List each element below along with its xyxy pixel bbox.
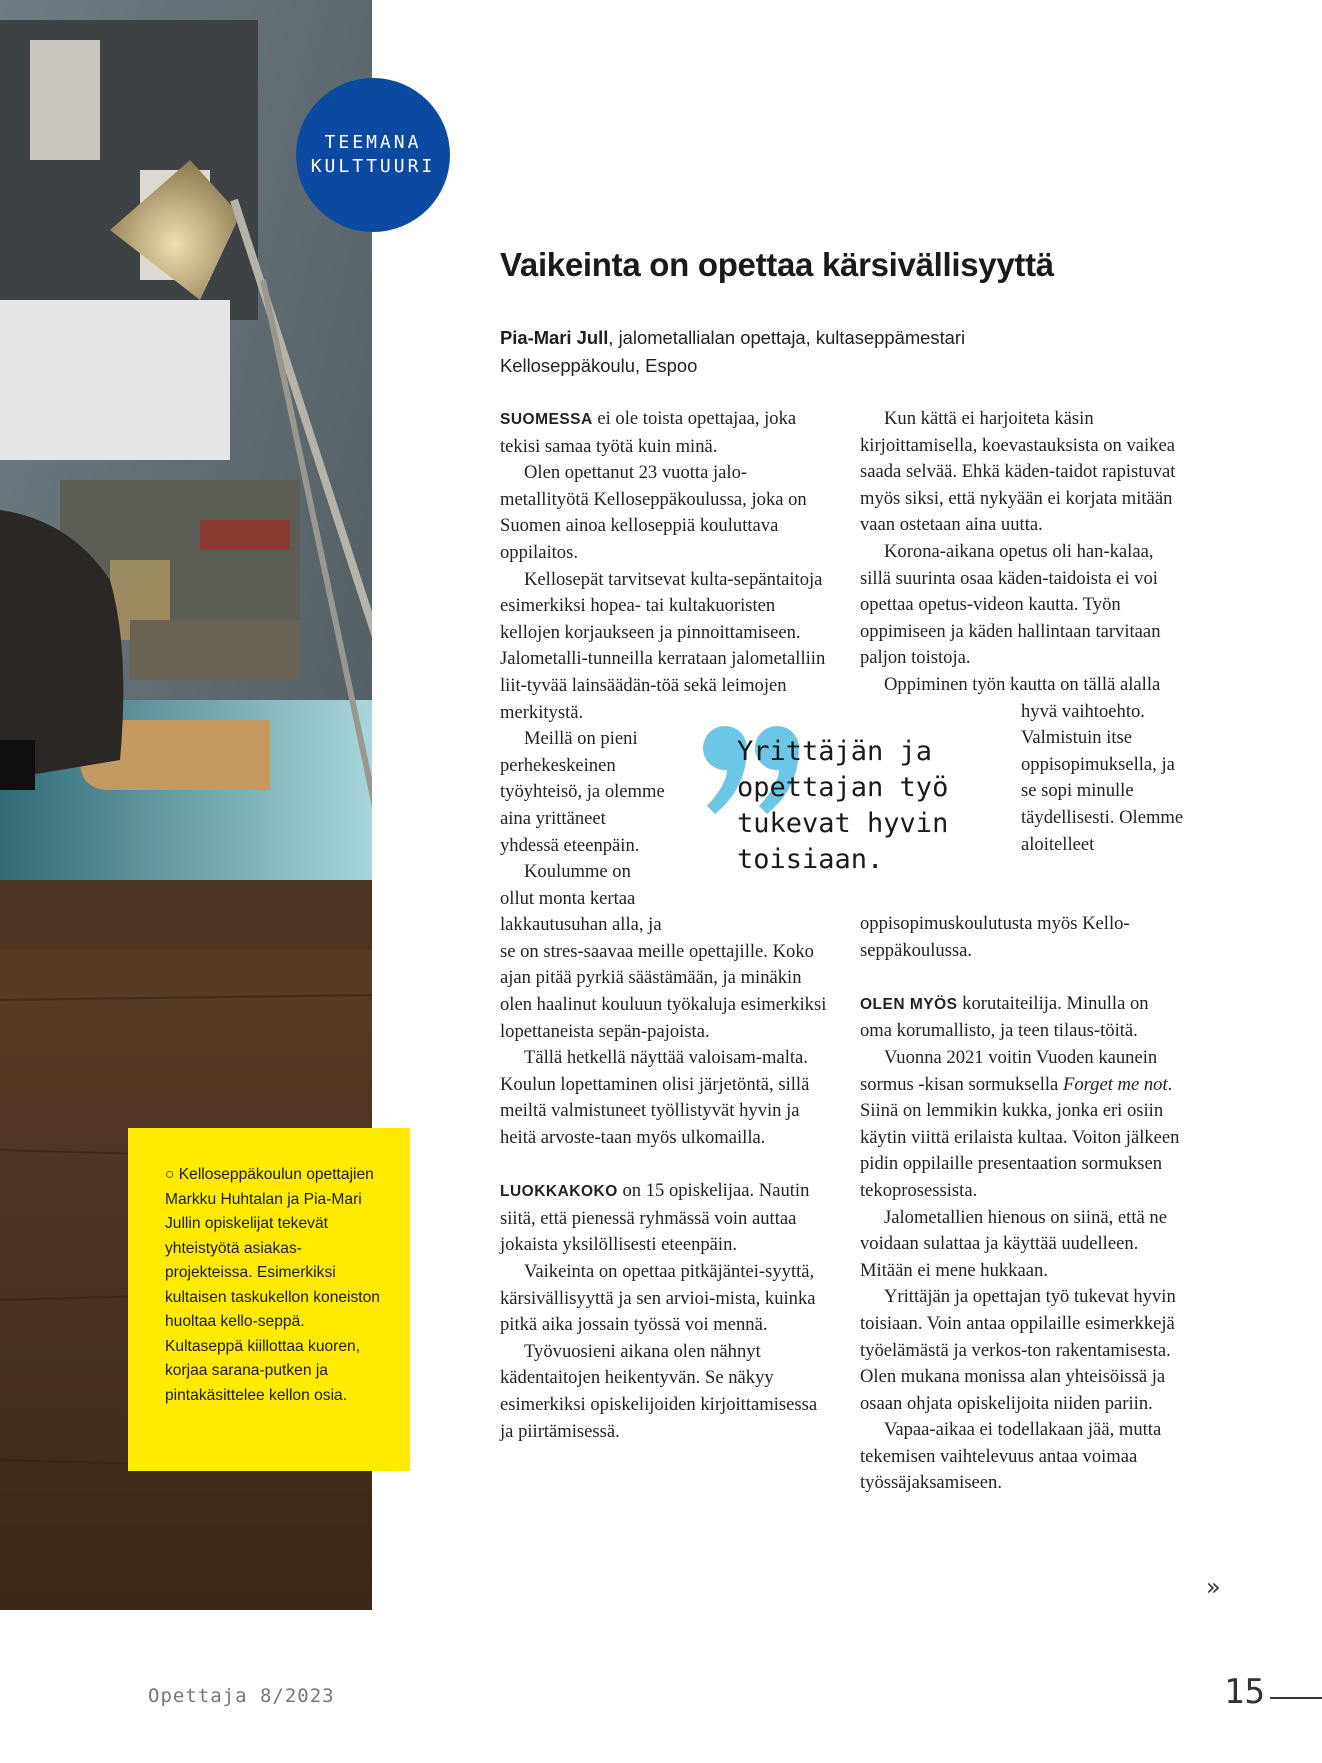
paragraph: Vuonna 2021 voitin Vuoden kaunein sormus -kisan sormuksella Forget me not. Siinä on lemmikin kukka, jonka eri osiin käytin viittä erilaista kultaa. Voiton jälkeen pidin oppilaille presentaation sormuksen tekoprosessista. [860,1046,1180,1201]
circle-bullet-icon: ○ [165,1166,179,1183]
paragraph: Kellosepät tarvitsevat kulta-sepäntaitoja esimerkiksi hopea- tai kultakuoristen kellojen korjaukseen ja pinnoittamiseen. Jalometalli-tunneilla kerrataan jalometalliin liit-tyvää lainsäädän-töä sekä leimojen merkitystä. [500,568,826,723]
theme-badge [296,78,450,232]
paragraph: Oppiminen työn kautta on tällä alalla hyvä vaihtoehto. Valmistuin itse oppisopimuksella, ja se sopi minulle täydellisesti. Olemme aloitelleet oppisopimuskoulutusta myös Kello-seppäkoulussa. [860,673,1184,961]
paragraph: Jalometallien hienous on siinä, että ne voidaan sulattaa ja käyttää uudelleen. Mitään ei mene hukkaan. [860,1206,1167,1281]
pull-quote: Yrittäjän ja opettajan työ tukevat hyvin toisiaan. [737,736,949,875]
badge-line-1: TEEMANA [324,132,422,153]
byline [500,324,1140,380]
continue-chevron-icon: » [1206,1573,1221,1601]
photo-caption [128,1128,410,1471]
body-column-2 [860,406,1185,1497]
byline-name: Pia-Mari Jull [500,327,609,348]
article-title: Vaikeinta on opettaa kärsivällisyyttä [500,246,1054,283]
paragraph: Vaikeinta on opettaa pitkäjäntei-syyttä, kärsivällisyyttä ja sen arvioi-mista, kuinka pitkä aika jossain työssä voi mennä. [500,1261,816,1336]
byline-role: , jalometallialan opettaja, kultaseppämestari [608,327,966,348]
paragraph: Vapaa-aikaa ei todellakaan jää, mutta tekemisen vaihtelevuus antaa voimaa työssäjaksamiseen. [860,1419,1162,1494]
badge-line-2: KULTTUURI [310,156,436,177]
page-rule [1270,1697,1322,1699]
paragraph: Meillä on pieni perhekeskeinen työyhteisö, ja olemme aina yrittäneet yhdessä eteenpäin. [500,728,665,856]
paragraph: Korona-aikana opetus oli han-kalaa, sillä suurinta osaa käden-taidoista ei voi opettaa opetus-videon kautta. Työn oppimiseen ja käden hallintaan tarvitaan paljon toistoja. [860,540,1161,669]
byline-place: Kelloseppäkoulu, Espoo [500,355,698,376]
lead-in: LUOKKAKOKO [500,1183,618,1201]
paragraph: Kun kättä ei harjoiteta käsin kirjoittamisella, koevastauksista on vaikea saada selvää. Ehkä käden-taidot rapistuvat myös siksi, että nykyään ei korjata mitään vaan ostetaan aina uutta. [860,408,1176,536]
paragraph: Koulumme on ollut monta kertaa lakkautusuhan alla, ja se on stres-saavaa meille opettajille. Koko ajan pitää pyrkiä säästämään, ja minäkin olen haalinut kouluun työkaluja esimerkiksi lopettaneista sepän-pajoista. [500,861,827,1042]
paragraph: Tällä hetkellä näyttää valoisam-malta. Koulun lopettaminen olisi järjetöntä, sillä meiltä valmistuneet työllistyvät hyvin ja heitä arvoste-taan myös ulkomailla. [500,1047,810,1149]
page-number: 15 [1224,1672,1265,1712]
paragraph: Olen opettanut 23 vuotta jalo-metallityötä Kelloseppäkoulussa, joka on Suomen ainoa kelloseppiä kouluttava oppilaitos. [500,462,807,563]
paragraph: Yrittäjän ja opettajan työ tukevat hyvin toisiaan. Voin antaa oppilaille esimerkkejä työelämästä ja verkos-ton rakentamisesta. Olen mukana monissa alan yhteisöissä ja osaan ohjata opiskelijoita niiden pariin. [860,1286,1176,1414]
lead-in: OLEN MYÖS [860,995,958,1013]
paragraph: Työvuosieni aikana olen nähnyt kädentaitojen heikentyvän. Se näkyy esimerkiksi opiskelijoiden kirjoittamisessa ja piirtämisessä. [500,1340,818,1442]
paragraph: LUOKKAKOKO on 15 opiskelijaa. Nautin siitä, että pienessä ryhmässä voin auttaa jokaista yksilöllisesti eteenpäin. [500,1180,810,1256]
magazine-issue: Opettaja 8/2023 [148,1685,335,1707]
paragraph: SUOMESSA ei ole toista opettajaa, joka tekisi samaa työtä kuin minä. [500,408,797,457]
body-column-1 [500,406,830,1445]
ring-name: Forget me not [1062,1073,1168,1095]
lead-in: SUOMESSA [500,411,593,428]
paragraph: OLEN MYÖS korutaiteilija. Minulla on oma korumallisto, ja teen tilaus-töitä. [860,992,1149,1042]
caption-text: Kelloseppäkoulun opettajien Markku Huhtalan ja Pia-Mari Jullin opiskelijat tekevät yhteistyötä asiakas-projekteissa. Esimerkiksi kultaisen taskukellon koneiston huoltaa kello-seppä. Kultaseppä kiillottaa kuoren, korjaa sarana-putken ja pintakäsittelee kellon osia. [165,1166,380,1404]
